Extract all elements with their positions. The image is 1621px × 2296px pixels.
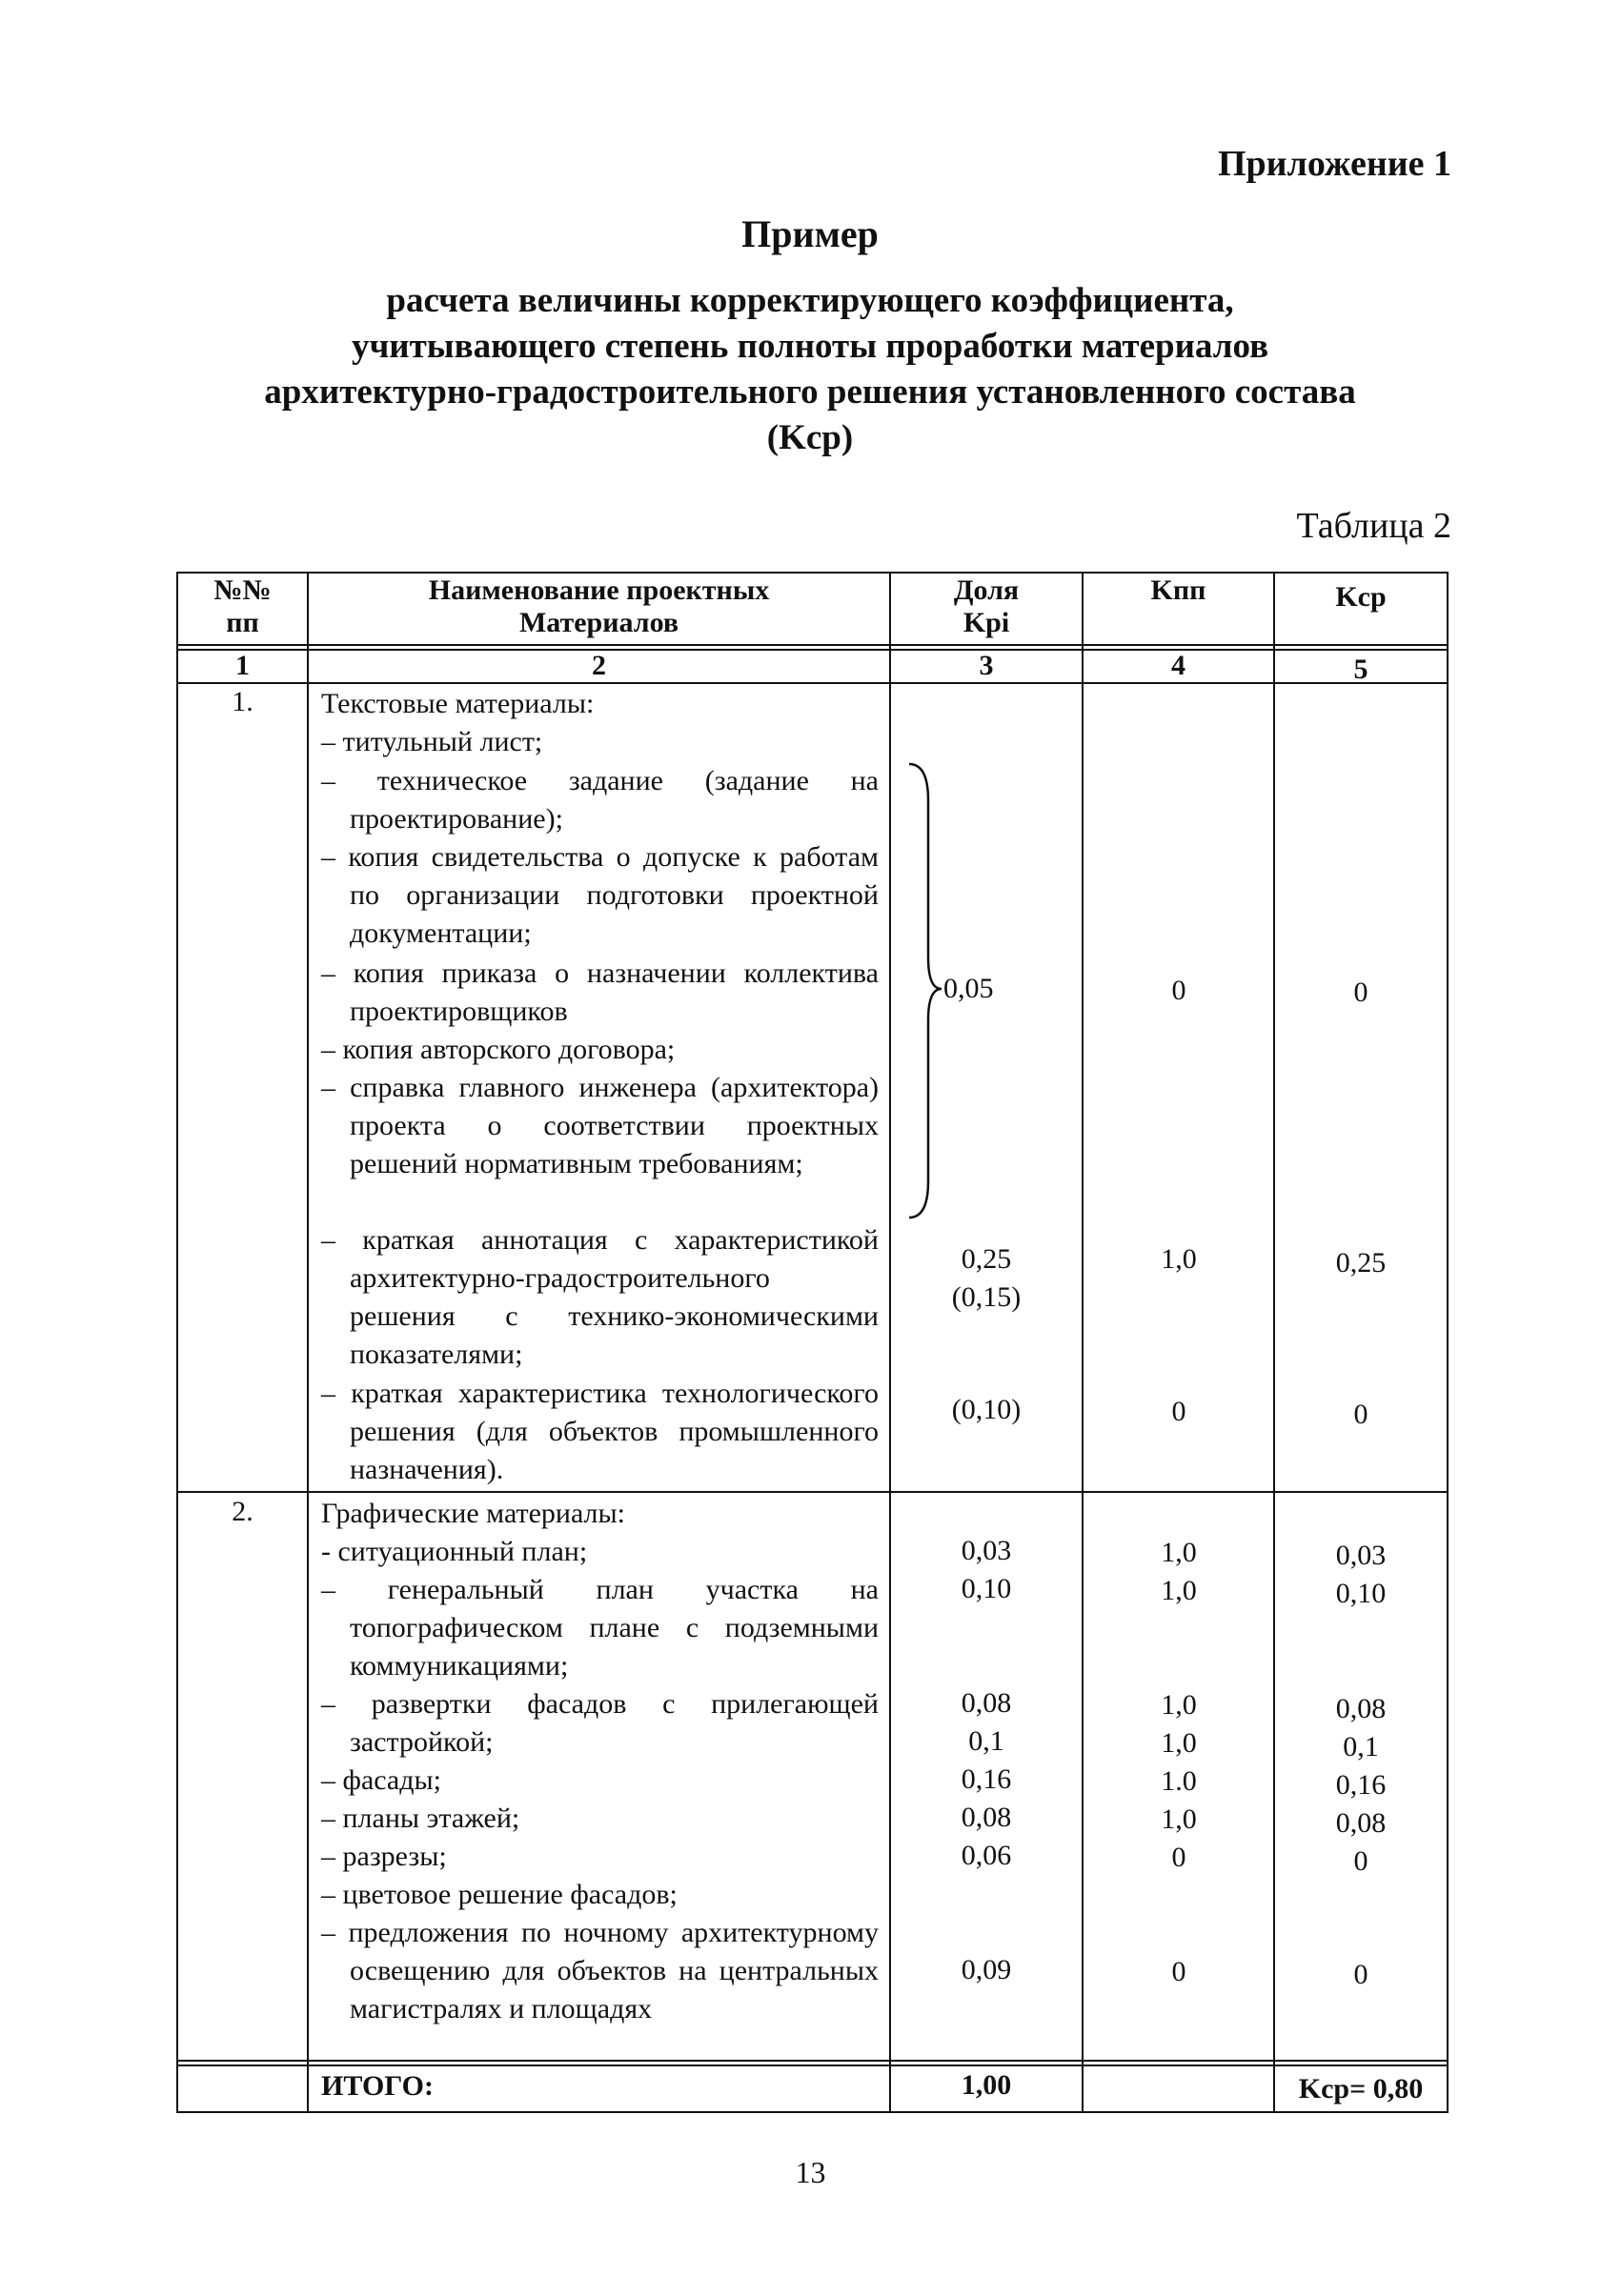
section-1-group-share: 0,05 [943,973,994,1004]
header-kpp: Kпп [1150,574,1206,606]
section-1-item-3: – копия свидетельства о допуске к работам по организации подготовки проектной документации; [321,841,879,949]
section-1-annot-share: 0,25 [961,1243,1012,1275]
section-1-item-2: – техническое задание (задание на проектирование); [321,765,879,835]
section-1-annot-kpp: 1,0 [1161,1243,1197,1275]
section-2-kpp-1: 1,0 [1161,1537,1197,1568]
section-2-kpp-8: 0 [1171,1956,1186,1987]
section-2-item-7: – цветовое решение фасадов; [321,1879,678,1910]
col-number-5: 5 [1353,654,1368,685]
section-1-item-1: – титульный лист; [321,726,543,757]
col-number-2: 2 [592,650,606,681]
section-2-ksr-4: 0,1 [1343,1731,1379,1762]
section-1-tech-kpp: 0 [1171,1396,1186,1427]
subtitle-line-3: архитектурно-градостроительного решения установленного состава [264,373,1356,412]
section-2-kpp-6: 1,0 [1161,1803,1197,1835]
header-number: №№ пп [213,574,272,638]
section-2-item-2: – генеральный план участка на топографическом плане с подземными коммуникациями; [321,1574,879,1682]
section-2-item-5: – планы этажей; [321,1803,520,1834]
col-number-4: 4 [1171,650,1185,681]
subtitle-line-4: (Kср) [766,418,854,457]
section-2-share-6: 0,08 [961,1802,1012,1833]
section-2-kpp-4: 1,0 [1161,1727,1197,1759]
section-1-item-5: – копия авторского договора; [321,1034,676,1065]
section-2-title: Графические материалы: [321,1498,626,1529]
subtitle-line-2: учитывающего степень полноты проработки материалов [351,327,1269,366]
document-subtitle [172,278,1449,461]
section-2-ksr-2: 0,10 [1335,1578,1387,1609]
section-1-item-4: – копия приказа о назначении коллектива проектировщиков [321,957,879,1027]
section-2-ksr-8: 0 [1353,1959,1368,1990]
section-2-ksr-1: 0,03 [1335,1540,1387,1571]
section-1-item-8: – краткая характеристика технологического решения (для объектов промышленного назначения). [321,1378,879,1485]
section-2-ksr-5: 0,16 [1335,1769,1387,1801]
section-2-kpp-3: 1,0 [1161,1689,1197,1721]
section-1-tech-share: (0,10) [951,1394,1022,1425]
table-number: Таблица 2 [1296,506,1451,546]
header-share: Доля Kpi [953,574,1020,638]
section-2-share-4: 0,1 [968,1725,1004,1757]
section-1-group-ksr: 0 [1353,977,1368,1008]
appendix-label: Приложение 1 [1217,144,1451,184]
total-label: ИТОГО: [321,2070,434,2102]
section-1-annot-ksr: 0,25 [1335,1247,1387,1279]
section-2-item-8: – предложения по ночному архитектурному освещению для объектов на центральных магистралях и площадях [321,1917,879,2024]
section-2-ksr-3: 0,08 [1335,1693,1387,1724]
section-2-share-3: 0,08 [961,1687,1012,1719]
section-2-share-8: 0,09 [961,1954,1012,1985]
section-2-share-2: 0,10 [961,1573,1012,1604]
section-2-item-1: - ситуационный план; [321,1536,588,1567]
section-1-title: Текстовые материалы: [321,688,595,719]
section-1-tech-ksr: 0 [1353,1399,1368,1430]
section-2-kpp-5: 1.0 [1161,1765,1197,1797]
section-2-share-7: 0,06 [961,1840,1012,1871]
section-1-number: 1. [232,686,253,717]
col-number-3: 3 [979,650,994,681]
total-ksr: Kср= 0,80 [1298,2073,1424,2105]
section-2-ksr-7: 0 [1353,1845,1368,1877]
section-1-item-6: – справка главного инженера (архитектора) проекта о соответствии проектных решений нормативным требованиям; [321,1072,879,1179]
section-2-item-3: – развертки фасадов с прилегающей застройкой; [321,1688,879,1758]
header-ksr: Kср [1335,581,1387,613]
document-title: Пример [741,212,879,255]
section-2-number: 2. [232,1496,253,1527]
section-2-ksr-6: 0,08 [1335,1807,1387,1839]
subtitle-line-1: расчета величины корректирующего коэффициента, [386,281,1234,320]
section-1-group-kpp: 0 [1171,975,1186,1006]
header-name: Наименование проектных Материалов [428,574,770,638]
section-1-annot-share-alt: (0,15) [951,1281,1022,1313]
section-2-item-4: – фасады; [321,1764,442,1796]
curly-brace [905,762,943,1219]
section-2-kpp-7: 0 [1171,1842,1186,1873]
page-number: 13 [795,2155,826,2189]
section-1-item-7: – краткая аннотация с характеристикой архитектурно-градостроительного решения с технико-экономическими показателями; [321,1224,879,1370]
section-2-item-6: – разрезы; [321,1841,447,1872]
section-2-share-5: 0,16 [961,1763,1012,1795]
section-2-kpp-2: 1,0 [1161,1575,1197,1606]
section-2-share-1: 0,03 [961,1535,1012,1566]
total-share: 1,00 [961,2069,1012,2101]
col-number-1: 1 [235,650,250,681]
